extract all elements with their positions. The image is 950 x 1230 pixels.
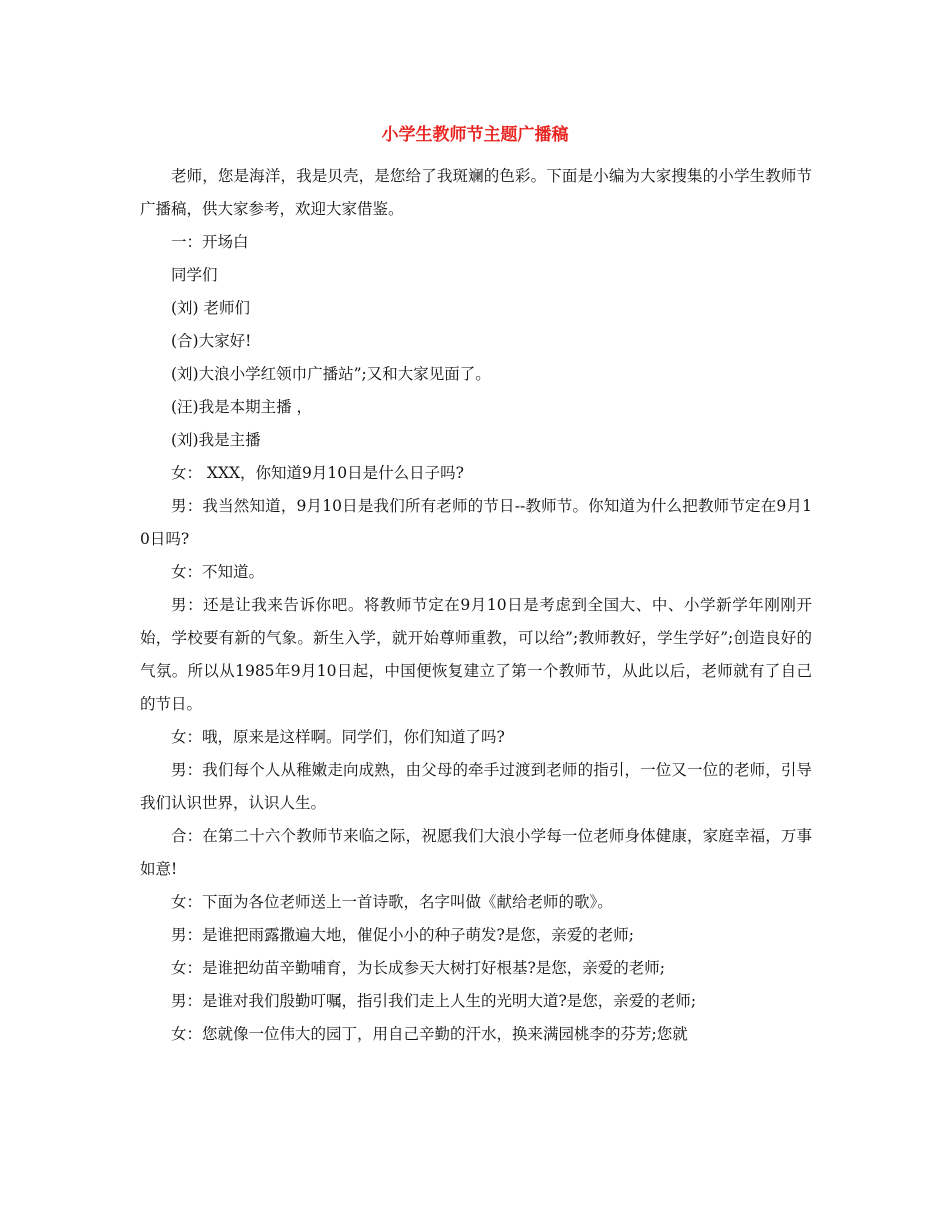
paragraph: 一：开场白 xyxy=(171,233,249,251)
paragraph: (刘) 老师们 xyxy=(171,299,251,317)
paragraph: (刘)大浪小学红领巾广播站”;又和大家见面了。 xyxy=(171,365,491,383)
paragraph: 男：还是让我来告诉你吧。将教师节定在9月10日是考虑到全国大、中、小学新学年刚刚开始，学校要有新的气象。新生入学，就开始尊师重教，可以给”;教师教好，学生学好”;创造良好的气氛。所以从1985年9月10日起，中国便恢复建立了第一个教师节，从此以后，老师就有了自己的节日。 xyxy=(140,596,812,713)
document-title: 小学生教师节主题广播稿 xyxy=(381,125,569,145)
paragraph: 女：不知道。 xyxy=(171,563,265,581)
paragraph: 女： XXX，你知道9月10日是什么日子吗? xyxy=(171,464,464,482)
paragraph: 男：我们每个人从稚嫩走向成熟，由父母的牵手过渡到老师的指引，一位又一位的老师，引导我们认识世界，认识人生。 xyxy=(140,761,812,812)
document-body xyxy=(140,160,812,1051)
paragraph: (刘)我是主播 xyxy=(171,431,261,449)
paragraph: (汪)我是本期主播 ， xyxy=(171,398,313,416)
paragraph: 合：在第二十六个教师节来临之际，祝愿我们大浪小学每一位老师身体健康，家庭幸福，万事如意! xyxy=(140,827,812,878)
paragraph: 女：是谁把幼苗辛勤哺育，为长成参天大树打好根基?是您，亲爱的老师; xyxy=(171,959,666,977)
paragraph: (合)大家好! xyxy=(171,332,252,350)
paragraph: 男：我当然知道，9月10日是我们所有老师的节日--教师节。你知道为什么把教师节定在9月10日吗? xyxy=(140,497,812,548)
paragraph: 男：是谁把雨露撒遍大地，催促小小的种子萌发?是您，亲爱的老师; xyxy=(171,926,635,944)
paragraph: 老师，您是海洋，我是贝壳，是您给了我斑斓的色彩。下面是小编为大家搜集的小学生教师节广播稿，供大家参考，欢迎大家借鉴。 xyxy=(140,167,812,218)
paragraph: 女：哦，原来是这样啊。同学们，你们知道了吗? xyxy=(171,728,505,746)
paragraph: 同学们 xyxy=(171,266,218,284)
paragraph: 男：是谁对我们殷勤叮嘱，指引我们走上人生的光明大道?是您，亲爱的老师; xyxy=(171,992,697,1010)
paragraph: 女：您就像一位伟大的园丁，用自己辛勤的汗水，换来满园桃李的芬芳;您就 xyxy=(171,1025,688,1043)
paragraph: 女：下面为各位老师送上一首诗歌，名字叫做《献给老师的歌》。 xyxy=(171,893,613,911)
